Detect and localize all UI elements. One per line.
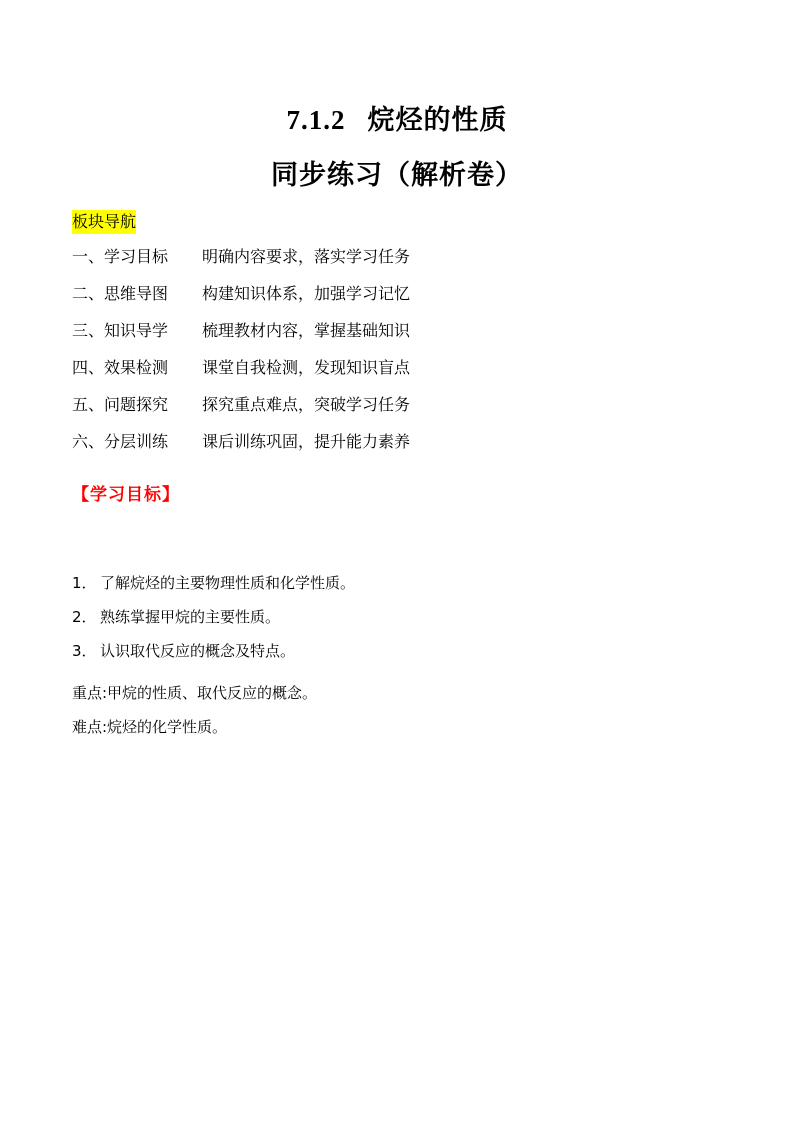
navigation-desc: 明确内容要求，落实学习任务 bbox=[202, 247, 411, 266]
navigation-item bbox=[72, 283, 410, 305]
goals-list bbox=[72, 572, 355, 674]
key-points bbox=[72, 682, 317, 750]
navigation-desc: 课堂自我检测，发现知识盲点 bbox=[202, 358, 411, 377]
key-point: 重点:甲烷的性质、取代反应的概念。 bbox=[72, 684, 318, 702]
goal-number: 3． bbox=[72, 642, 97, 660]
navigation-desc: 探究重点难点，突破学习任务 bbox=[202, 395, 411, 414]
navigation-item bbox=[72, 320, 410, 342]
goal-item bbox=[72, 606, 355, 628]
navigation-section: 四、效果检测 bbox=[72, 358, 169, 377]
navigation-section: 六、分层训练 bbox=[72, 432, 169, 451]
lesson-number: 7.1.2 bbox=[286, 105, 346, 135]
navigation-desc: 梳理教材内容，掌握基础知识 bbox=[202, 321, 411, 340]
goal-text: 熟练掌握甲烷的主要性质。 bbox=[100, 608, 281, 626]
goal-number: 1． bbox=[72, 574, 97, 592]
goal-item bbox=[72, 572, 355, 594]
difficult-point: 难点:烷烃的化学性质。 bbox=[72, 718, 228, 736]
navigation-item bbox=[72, 246, 410, 268]
navigation-desc: 构建知识体系，加强学习记忆 bbox=[202, 284, 411, 303]
navigation-list bbox=[72, 246, 410, 468]
navigation-section: 三、知识导学 bbox=[72, 321, 169, 340]
document-title bbox=[0, 98, 794, 137]
goal-item bbox=[72, 640, 355, 662]
navigation-section: 二、思维导图 bbox=[72, 284, 169, 303]
goals-heading: 【学习目标】 bbox=[72, 485, 180, 505]
navigation-item bbox=[72, 357, 410, 379]
goal-text: 认识取代反应的概念及特点。 bbox=[100, 642, 296, 660]
navigation-heading: 板块导航 bbox=[72, 210, 136, 234]
navigation-desc: 课后训练巩固，提升能力素养 bbox=[202, 432, 411, 451]
document-subtitle: 同步练习（解析卷） bbox=[271, 160, 523, 191]
goal-text: 了解烷烃的主要物理性质和化学性质。 bbox=[100, 574, 356, 592]
navigation-section: 五、问题探究 bbox=[72, 395, 169, 414]
navigation-section: 一、学习目标 bbox=[72, 247, 169, 266]
navigation-item bbox=[72, 394, 410, 416]
goal-number: 2． bbox=[72, 608, 97, 626]
navigation-item bbox=[72, 431, 410, 453]
lesson-title: 烷烃的性质 bbox=[367, 105, 508, 136]
